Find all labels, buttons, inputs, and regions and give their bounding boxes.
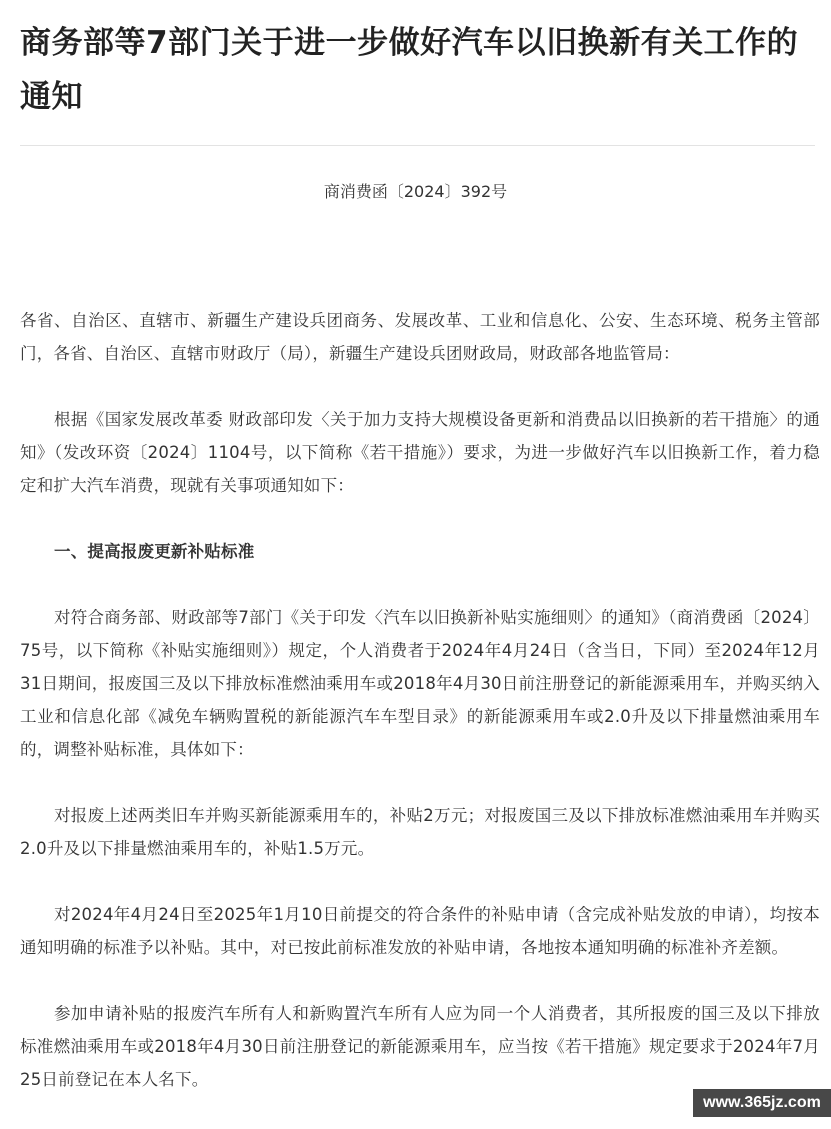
page-title: 商务部等7部门关于进一步做好汽车以旧换新有关工作的通知 xyxy=(20,25,799,115)
body-paragraph: 对报废上述两类旧车并购买新能源乘用车的，补贴2万元；对报废国三及以下排放标准燃油乘用车并购买2.0升及以下排量燃油乘用车的，补贴1.5万元。 xyxy=(20,806,820,858)
title-divider xyxy=(20,145,815,146)
body-paragraph: 对2024年4月24日至2025年1月10日前提交的符合条件的补贴申请（含完成补贴发放的申请），均按本通知明确的标准予以补贴。其中，对已按此前标准发放的补贴申请，各地按本通知明确的标准补齐差额。 xyxy=(20,905,820,957)
section-heading: 一、提高报废更新补贴标准 xyxy=(54,542,255,561)
body-paragraph: 参加申请补贴的报废汽车所有人和新购置汽车所有人应为同一个人消费者，其所报废的国三及以下排放标准燃油乘用车或2018年4月30日前注册登记的新能源乘用车，应当按《若干措施》规定要求于2024年7月25日前登记在本人名下。 xyxy=(20,1004,820,1089)
body-paragraph: 对符合商务部、财政部等7部门《关于印发〈汽车以旧换新补贴实施细则〉的通知》（商消费函〔2024〕75号，以下简称《补贴实施细则》）规定，个人消费者于2024年4月24日（含当日，下同）至2024年12月31日期间，报废国三及以下排放标准燃油乘用车或2018年4月30日前注册登记的新能源乘用车，并购买纳入工业和信息化部《减免车辆购置税的新能源汽车车型目录》的新能源乘用车或2.0升及以下排量燃油乘用车的，调整补贴标准，具体如下： xyxy=(20,608,820,759)
addressee-paragraph: 各省、自治区、直辖市、新疆生产建设兵团商务、发展改革、工业和信息化、公安、生态环境、税务主管部门，各省、自治区、直辖市财政厅（局），新疆生产建设兵团财政局，财政部各地监管局： xyxy=(20,311,820,363)
document-number: 商消费函〔2024〕392号 xyxy=(323,182,508,201)
intro-paragraph: 根据《国家发展改革委 财政部印发〈关于加力支持大规模设备更新和消费品以旧换新的若干措施〉的通知》（发改环资〔2024〕1104号，以下简称《若干措施》）要求，为进一步做好汽车以旧换新工作，着力稳定和扩大汽车消费，现就有关事项通知如下： xyxy=(20,410,820,495)
site-watermark: www.365jz.com xyxy=(693,1089,831,1117)
article-body xyxy=(20,304,820,1129)
